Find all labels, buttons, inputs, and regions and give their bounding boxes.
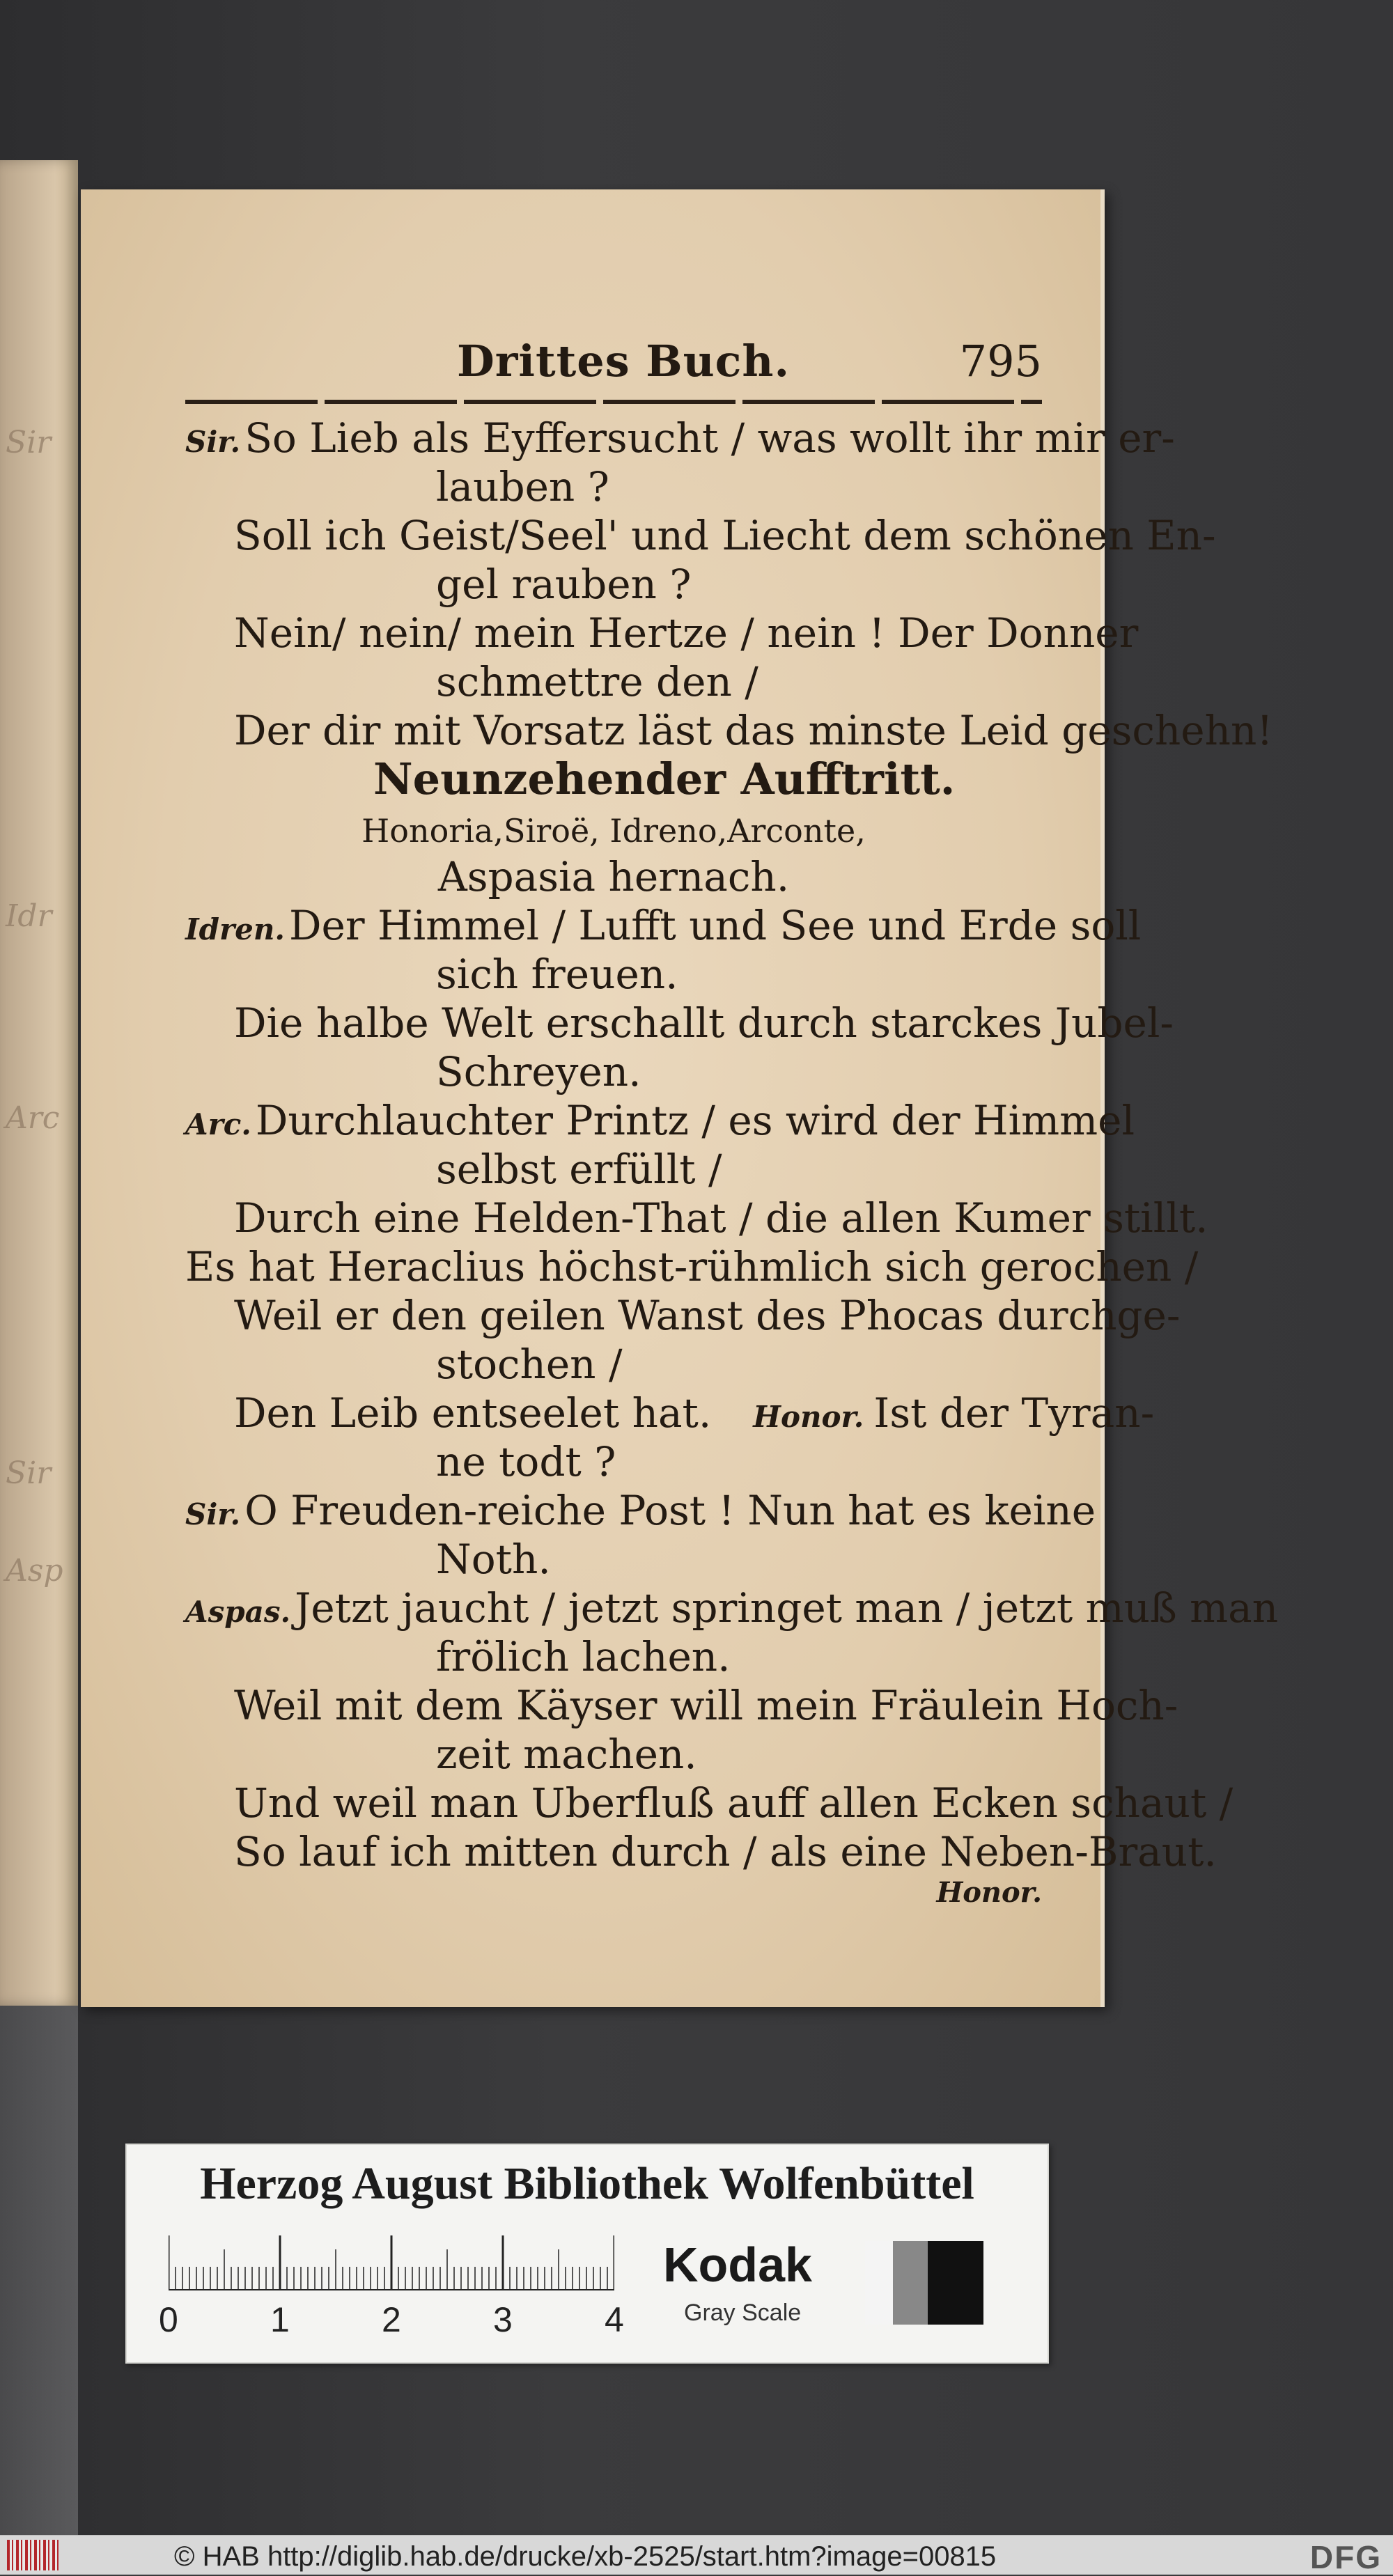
verse-line — [185, 1827, 1217, 1876]
line-text: stochen / — [436, 1341, 623, 1388]
verse-line — [185, 1730, 1042, 1779]
line-text: Es hat Heraclius höchst-rühmlich sich gerochen / — [185, 1243, 1199, 1290]
speaker-label: Sir. — [185, 425, 241, 459]
line-text: So lauf ich mitten durch / als eine Neben-Braut. — [234, 1828, 1217, 1875]
verse-line — [185, 1681, 1178, 1730]
line-text: Noth. — [436, 1536, 551, 1583]
library-name: Herzog August Bibliothek Wolfenbüttel — [200, 2158, 974, 2209]
previous-page-edge — [0, 160, 78, 2006]
line-text: selbst erfüllt / — [436, 1146, 722, 1193]
verse-line — [185, 1437, 1042, 1486]
edge-glyph: Asp — [6, 1553, 63, 1588]
verse-line — [185, 1242, 1199, 1291]
line-text: Die halbe Welt erschallt durch starckes Jubel- — [234, 999, 1174, 1047]
line-text: zeit machen. — [436, 1731, 697, 1778]
verse-line — [185, 1779, 1234, 1827]
gray-scale-label: Gray Scale — [684, 2300, 802, 2326]
line-text: Nein/ nein/ mein Hertze / nein ! Der Donner — [234, 609, 1139, 657]
speaker-label: Honor. — [753, 1400, 864, 1434]
line-text: schmettre den / — [436, 658, 758, 705]
line-text: Ist der Tyran- — [873, 1389, 1155, 1437]
library-color-card — [125, 2144, 1049, 2364]
running-head — [185, 336, 1042, 397]
verse-line — [185, 1194, 1208, 1242]
verse-line — [185, 1096, 1135, 1145]
verse-line — [185, 706, 1273, 755]
verse-line — [185, 462, 1042, 511]
line-text: sich freuen. — [436, 951, 678, 998]
gray-patch-mid — [893, 2241, 928, 2325]
head-rule — [185, 400, 1042, 404]
edge-glyph: Arc — [6, 1100, 60, 1136]
line-text: frölich lachen. — [436, 1633, 731, 1680]
verse-line — [185, 414, 1175, 462]
edge-glyph: Idr — [6, 898, 52, 934]
edge-glyph: Sir — [6, 425, 52, 460]
line-text: So Lieb als Eyffersucht / was wollt ihr mir er- — [244, 414, 1175, 462]
verse-line — [185, 511, 1216, 560]
line-text: ne todt ? — [436, 1438, 616, 1485]
ruler-number: 4 — [605, 2300, 624, 2339]
copyright-link[interactable]: © HAB http://diglib.hab.de/drucke/xb-2525/start.htm?image=00815 — [174, 2541, 997, 2572]
ruler-number: 3 — [493, 2300, 513, 2339]
cast-list — [185, 804, 1042, 852]
verse-line — [185, 999, 1174, 1047]
scene-heading-text: Neunzehender Aufftritt. — [373, 754, 956, 804]
line-text: Schreyen. — [436, 1048, 641, 1095]
verse-line — [185, 901, 1142, 950]
page-number: 795 — [959, 336, 1042, 387]
line-text: Soll ich Geist/Seel' und Liecht dem schönen En- — [234, 512, 1216, 559]
scene-heading — [185, 755, 1042, 804]
ruler-number: 0 — [159, 2300, 178, 2339]
page-text — [185, 336, 1279, 1909]
kodak-brand: Kodak — [663, 2238, 812, 2292]
verse-line — [185, 560, 1042, 609]
verse-line — [185, 1047, 1042, 1096]
verse-line — [185, 609, 1139, 657]
line-text: Durch eine Helden-That / die allen Kumer stillt. — [234, 1194, 1208, 1242]
line-text: Weil er den geilen Wanst des Phocas durchge- — [234, 1292, 1181, 1339]
speaker-label: Idren. — [185, 912, 286, 946]
verse-line — [185, 1291, 1181, 1340]
footer-bar — [0, 2535, 1393, 2575]
verse-line — [185, 1584, 1279, 1632]
book-page — [81, 189, 1279, 2007]
cast-names: Aspasia hernach. — [437, 853, 790, 900]
verse-line — [185, 1486, 1096, 1535]
line-text: lauben ? — [436, 463, 609, 510]
verse-line — [185, 950, 1042, 999]
cast-list — [185, 852, 1042, 901]
line-text: O Freuden-reiche Post ! Nun hat es keine — [244, 1487, 1096, 1534]
line-text: Weil mit dem Käyser will mein Fräulein Hoch- — [234, 1682, 1178, 1729]
ruler-numbers — [159, 2300, 646, 2341]
cast-names: Honoria,Siroë, Idreno,Arconte, — [361, 812, 866, 850]
previous-page-lower — [0, 2006, 78, 2535]
ruler-number: 1 — [270, 2300, 290, 2339]
line-text: Der Himmel / Lufft und See und Erde soll — [289, 902, 1142, 949]
verse-line — [185, 1340, 1042, 1389]
verse-line — [185, 1535, 1042, 1584]
dfg-logo: DFG — [1309, 2539, 1382, 2575]
line-text: gel rauben ? — [436, 561, 692, 608]
edge-glyph: Sir — [6, 1455, 52, 1491]
verse-line — [185, 1145, 1042, 1194]
running-head-title: Drittes Buch. — [457, 336, 791, 387]
gray-patch-black — [928, 2241, 983, 2325]
verse-line — [185, 1632, 1042, 1681]
hab-logo-icon — [7, 2540, 59, 2570]
line-text: Jetzt jaucht / jetzt springet man / jetzt muß man — [295, 1584, 1279, 1632]
catchword: Honor. — [936, 1876, 1042, 1909]
speaker-label: Aspas. — [185, 1595, 291, 1629]
line-text: Durchlauchter Printz / es wird der Himmel — [255, 1097, 1135, 1144]
verse-line — [185, 657, 1042, 706]
line-text: Und weil man Uberfluß auff allen Ecken schaut / — [234, 1779, 1234, 1827]
ruler-number: 2 — [382, 2300, 401, 2339]
scale-ruler — [169, 2235, 614, 2291]
line-text: Den Leib entseelet hat. — [234, 1389, 712, 1437]
speaker-label: Sir. — [185, 1497, 241, 1531]
speaker-label: Arc. — [185, 1107, 251, 1141]
line-text: Der dir mit Vorsatz läst das minste Leid geschehn! — [234, 707, 1273, 754]
verse-line — [185, 1389, 1155, 1437]
verse-lines — [185, 414, 1279, 1876]
gray-patch-white — [865, 2241, 893, 2325]
